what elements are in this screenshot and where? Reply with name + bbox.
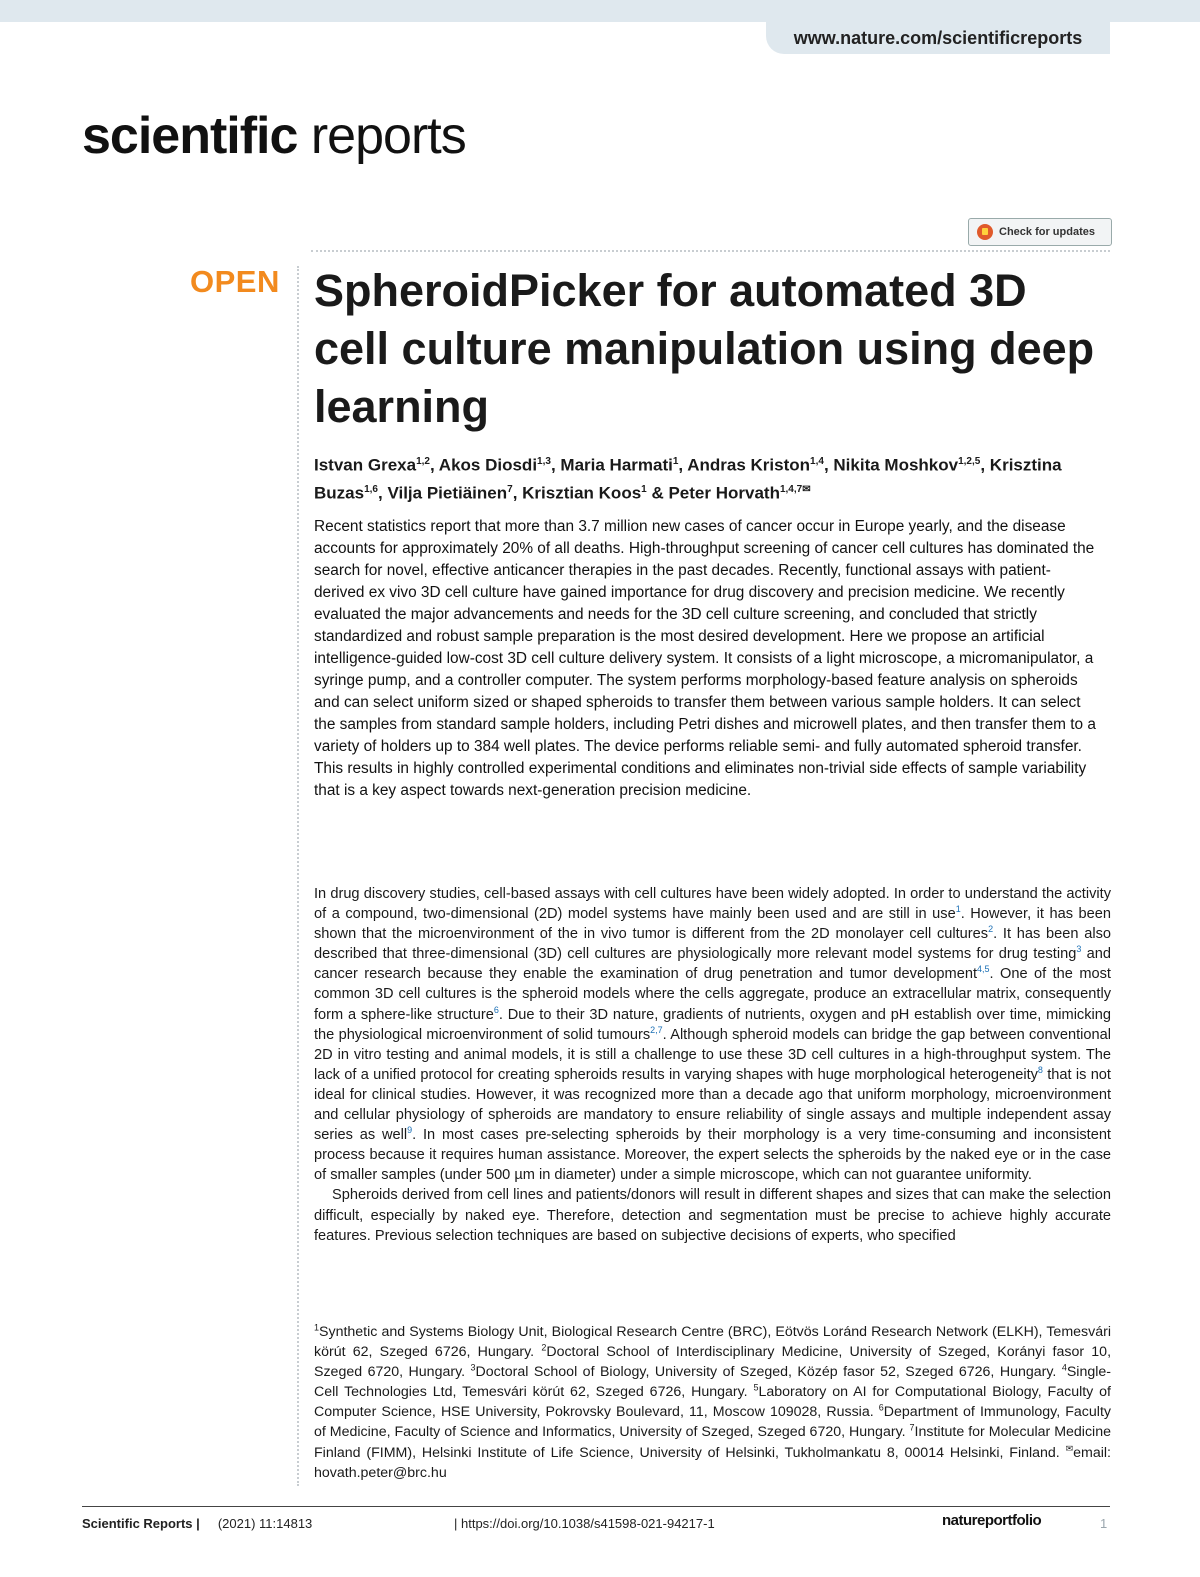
author-name[interactable]: Krisztina Buzas [314,455,1062,503]
author-affiliation-marker: 7 [507,483,513,495]
author-affiliation-marker: 1,4 [810,456,824,467]
body-text: In drug discovery studies, cell-based assays with cell cultures have been widely adopted. In order to understand the activity of a compound, two-dimensional (2D) model systems have mainly been used and are still in use [314,886,1111,923]
journal-logo-bold: scientific [82,107,298,165]
main-text [314,884,1111,1246]
body-paragraph-2: Spheroids derived from cell lines and patients/donors will result in different shapes and sizes that can make the selection difficult, especially by naked eye. Therefore, detection and segmentation must be precise to achieve highly accurate features. Previous selection techniques are based on subjective decisions of experts, who specified [314,1187,1111,1244]
body-text: . Due to their 3D nature, gradients of nutrients, oxygen and pH establish over time, mimicking the physiological microenvironment of solid tumours [314,1006,1112,1043]
author-affiliation-marker: 1 [641,483,647,495]
affiliation-text: Institute for Molecular Medicine Finland (FIMM), Helsinki Institute of Life Science, University of Helsinki, Tukholmankatu 8, 00014 Helsinki, Finland. [314,1424,1111,1461]
affiliations [314,1322,1111,1483]
top-banner [0,0,1200,22]
affiliation-text: Doctoral School of Biology, University of Szeged, Közép fasor 52, Szeged 6726, Hungary. [475,1364,1062,1381]
check-for-updates-button[interactable] [968,218,1112,246]
author-separator: , [980,455,990,475]
affiliation-number: 1 [314,1322,320,1333]
author-affiliation-marker: 1,2,5 [958,456,981,467]
footer-journal: Scientific Reports | [82,1516,200,1531]
abstract: Recent statistics report that more than 3.7 million new cases of cancer occur in Europe yearly, and the disease accounts for approximately 20% of all deaths. High-throughput screening of cancer cell cultures has dominated the search for novel, effective anticancer therapies in the past decades. Recently, functional assays with patient-derived ex vivo 3D cell culture have gained importance for drug discovery and precision medicine. We recently evaluated the major advancements and needs for the 3D cell culture screening, and concluded that strictly standardized and robust sample preparation is the most desired development. Here we propose an artificial intelligence-guided low-cost 3D cell culture delivery system. It consists of a light microscope, a micromanipulator, a syringe pump, and a controller computer. The system performs morphology-based feature analysis on spheroids and can select uniform sized or shaped spheroids to transfer them between various sample holders. It can select the samples from standard sample holders, including Petri dishes and microwell plates, and then transfer them to a variety of holders up to 384 well plates. The device performs reliable semi- and fully automated spheroid transfer. This results in highly controlled experimental conditions and eliminates non-trivial side effects of sample variability that is a key aspect towards next-generation precision medicine. [314,518,1096,799]
author-affiliation-marker: 1,6 [364,483,378,495]
footer-volume: (2021) 11:14813 [217,1516,313,1531]
affiliation-number: 7 [909,1422,915,1433]
body-paragraph-1 [314,884,1111,1185]
affiliation-text: Doctoral School of Interdisciplinary Medicine, University of Szeged, Korányi fasor 10, Szeged 6720, Hungary. [314,1344,1112,1381]
body-text: and cancer research because they enable the examination of drug penetration and tumor development [314,946,1111,983]
author-affiliation-marker: 1,4,7✉ [779,483,811,495]
author-affiliation-marker: 1,3 [537,456,551,467]
body-text: . However, it has been shown that the microenvironment of the in vivo tumor is different from the 2D monolayer cell cultures [314,906,1111,943]
body-text: . It has been also described that three-dimensional (3D) cell cultures are physiologically more relevant model systems for drug testing [314,926,1112,963]
affiliation-text: Single-Cell Technologies Ltd, Temesvári körút 62, Szeged 6726, Hungary. [314,1364,1111,1401]
author-list [314,450,1104,505]
crossmark-icon [977,224,993,240]
citation-reference-link[interactable]: 3 [1076,944,1082,955]
author-separator: , [550,455,561,475]
check-for-updates-label: Check for updates [999,226,1095,238]
nature-portfolio-logo: natureportfolio [942,1512,1042,1529]
author-name[interactable]: Nikita Moshkov [833,455,959,475]
author-affiliation-marker: 1,2 [416,456,430,467]
open-access-label: OPEN [190,264,280,299]
citation-reference-link[interactable]: 1 [955,904,961,915]
author-name[interactable]: Andras Kriston [687,455,811,475]
author-name[interactable]: Krisztian Koos [522,483,642,503]
body-text: . One of the most common 3D cell cultures is the spheroid models where the cells aggregate, produce an extracellular matrix, consequently form a sphere-like structure [314,966,1111,1023]
affiliation-text: Department of Immunology, Faculty of Medicine, Faculty of Science and Informatics, University of Szeged, Szeged 6720, Hungary. [314,1404,1111,1441]
citation-reference-link[interactable]: 4,5 [977,964,990,975]
affiliation-text: Laboratory on AI for Computational Biology, Faculty of Computer Science, HSE University, Pokrovsky Boulevard, 11, Moscow 109028, Russia. [314,1384,1111,1421]
author-name[interactable]: Istvan Grexa [314,455,417,475]
affiliation-number: 3 [470,1362,476,1373]
page-number: 1 [1100,1516,1108,1531]
affiliation-number: ✉ [1065,1442,1074,1453]
footer-rule [82,1506,1110,1507]
dotted-divider-vertical [297,266,299,1486]
corresponding-email[interactable]: email: hovath.peter@brc.hu [314,1444,1111,1481]
author-separator: & [646,483,669,503]
article-title: SpheroidPicker for automated 3D cell culture manipulation using deep learning [314,265,1095,432]
affiliation-number: 5 [753,1382,759,1393]
body-text: . Although spheroid models can bridge the gap between conventional 2D in vitro testing and animal models, it is still a challenge to use these 3D cell cultures in a high-throughput system. The lack of a unified protocol for creating spheroids results in varying shapes with huge morphological heterogeneity [314,1026,1111,1083]
citation-reference-link[interactable]: 9 [407,1125,413,1136]
citation-reference-link[interactable]: 2,7 [650,1024,663,1035]
author-separator: , [678,455,688,475]
author-separator: , [377,483,388,503]
citation-reference-link[interactable]: 6 [493,1004,499,1015]
body-text: . In most cases pre-selecting spheroids by their morphology is a very time-consuming and inconsistent process because it requires human assistance. Moreover, the expert selects the spheroids by the naked eye or in the case of smaller samples (under 500 µm in diameter) under a simple microscope, which can not guarantee uniformity. [314,1127,1111,1184]
journal-logo [82,106,466,166]
affiliation-number: 2 [541,1342,547,1353]
author-separator: , [512,483,523,503]
affiliation-number: 4 [1061,1362,1067,1373]
journal-url-link[interactable]: www.nature.com/scientificreports [766,22,1110,54]
footer-doi-link[interactable]: | https://doi.org/10.1038/s41598-021-94217-1 [454,1516,715,1531]
author-separator: , [429,455,439,475]
affiliation-number: 6 [878,1402,884,1413]
author-name[interactable]: Akos Diosdi [438,455,538,475]
citation-reference-link[interactable]: 2 [988,924,994,935]
author-name[interactable]: Maria Harmati [560,455,673,475]
journal-logo-regular: reports [297,107,466,165]
author-name[interactable]: Peter Horvath [668,483,780,503]
body-text: that is not ideal for clinical studies. However, it was recognized more than a decade ago that uniform morphology, microenvironment and cellular physiology of spheroids are mandatory to ensure reliability of single assays and multiple independent assay series as well [314,1066,1111,1144]
footer-citation [82,1516,312,1531]
affiliation-text: Synthetic and Systems Biology Unit, Biological Research Centre (BRC), Eötvös Loránd Research Network (ELKH), Temesvári körút 62, Szeged 6726, Hungary. [314,1324,1111,1361]
citation-reference-link[interactable]: 8 [1037,1064,1043,1075]
author-separator: , [823,455,834,475]
author-name[interactable]: Vilja Pietiäinen [387,483,508,503]
dotted-divider-horizontal [311,250,1110,252]
author-affiliation-marker: 1 [672,456,679,467]
